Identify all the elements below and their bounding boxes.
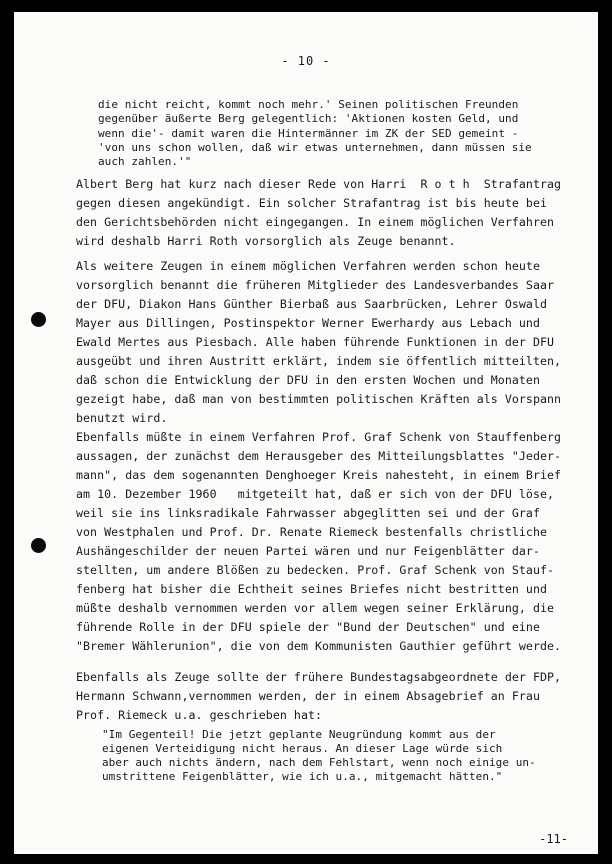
weitere-zeugen-paragraph (76, 257, 586, 428)
text-line: aber auch nichts ändern, nach dem Fehlstart, wenn noch einige un- (102, 756, 536, 769)
text-line: von Westphalen und Prof. Dr. Renate Riemeck bestenfalls christliche (76, 525, 548, 539)
text-line: "Im Gegenteil! Die jetzt geplante Neugründung kommt aus der (102, 728, 496, 741)
text-line: fenberg hat bisher die Echtheit seines Briefes nicht bestritten und (76, 582, 548, 596)
text-line: "Bremer Wählerunion", die von dem Kommunisten Gauthier geführt werde. (76, 639, 562, 653)
text-line: aussagen, der zunächst dem Herausgeber des Mitteilungsblattes "Jeder- (76, 449, 562, 463)
text-line: die nicht reicht, kommt noch mehr.' Seinen politischen Freunden (98, 98, 519, 111)
text-line: Hermann Schwann,vernommen werden, der in einem Absagebrief an Frau (76, 689, 540, 703)
schwann-quote (102, 728, 562, 784)
strafantrag-paragraph (76, 175, 586, 251)
stauffenberg-paragraph (76, 428, 586, 656)
text-line: benutzt wird. (76, 411, 168, 425)
text-line: führende Rolle in der DFU spiele der "Bund der Deutschen" und eine (76, 620, 540, 634)
text-line: Ebenfalls müßte in einem Verfahren Prof. Graf Schenk von Stauffenberg (76, 430, 562, 444)
text-line: am 10. Dezember 1960 mitgeteilt hat, daß er sich von der DFU löse, (76, 487, 555, 501)
text-line: auch zahlen.'" (98, 155, 192, 169)
text-line: gegenüber äußerte Berg gelegentlich: 'Aktionen kosten Geld, und (98, 112, 519, 126)
schwann-paragraph (76, 668, 586, 725)
text-line: der DFU, Diakon Hans Günther Bierbaß aus Saarbrücken, Lehrer Oswald (76, 297, 548, 311)
text-line: Aushängeschilder der neuen Partei wären und nur Feigenblätter dar- (76, 544, 540, 558)
document-page (14, 12, 598, 854)
quote-continuation-paragraph (98, 98, 568, 169)
text-line: umstrittene Feigenblätter, wie ich u.a., mitgemacht hätten." (102, 770, 503, 783)
text-line: Als weitere Zeugen in einem möglichen Verfahren werden schon heute (76, 259, 540, 273)
text-line: Ebenfalls als Zeuge sollte der frühere Bundestagsabgeordnete der FDP, (76, 670, 562, 684)
text-line: weil sie ins linksradikale Fahrwasser abgeglitten sei und der Graf (76, 506, 540, 520)
text-line: den Gerichtsbehörden nicht eingegangen. In einem möglichen Verfahren (76, 215, 555, 229)
text-line: Albert Berg hat kurz nach dieser Rede von Harri R o t h Strafantrag (76, 177, 562, 191)
text-line: wird deshalb Harri Roth vorsorglich als Zeuge benannt. (76, 234, 456, 248)
text-line: stellten, um andere Blößen zu bedecken. Prof. Graf Schenk von Stauf- (76, 563, 555, 577)
next-page-marker: -11- (539, 832, 568, 846)
text-line: 'von uns schon wollen, daß wir etwas unternehmen, dann müssen sie (98, 140, 532, 154)
text-line: gezeigt habe, daß man von bestimmten politischen Kräften als Vorspann (76, 392, 562, 406)
text-line: wenn die'- damit waren die Hintermänner im ZK der SED gemeint - (98, 126, 519, 140)
text-line: gegen diesen angekündigt. Ein solcher Strafantrag ist bis heute bei (76, 196, 548, 210)
text-line: mann", das dem sogenannten Denghoeger Kreis nahesteht, in einem Brief (76, 468, 562, 482)
punch-hole (31, 538, 46, 553)
text-line: eigenen Verteidigung nicht heraus. An dieser Lage würde sich (102, 742, 503, 755)
text-line: daß schon die Entwicklung der DFU in den ersten Wochen und Monaten (76, 373, 540, 387)
page-number: - 10 - (281, 54, 331, 68)
text-line: vorsorglich benannt die früheren Mitglieder des Landesverbandes Saar (76, 278, 555, 292)
text-line: müßte deshalb vernommen werden vor allem wegen seiner Erklärung, die (76, 601, 555, 615)
punch-hole (31, 312, 46, 327)
text-line: Prof. Riemeck u.a. geschrieben hat: (76, 708, 323, 722)
text-line: ausgeübt und ihren Austritt erklärt, indem sie öffentlich mitteilten, (76, 354, 562, 368)
text-line: Mayer aus Dillingen, Postinspektor Werner Ewerhardy aus Lebach und (76, 316, 540, 330)
text-line: Ewald Mertes aus Piesbach. Alle haben führende Funktionen in der DFU (76, 335, 555, 349)
